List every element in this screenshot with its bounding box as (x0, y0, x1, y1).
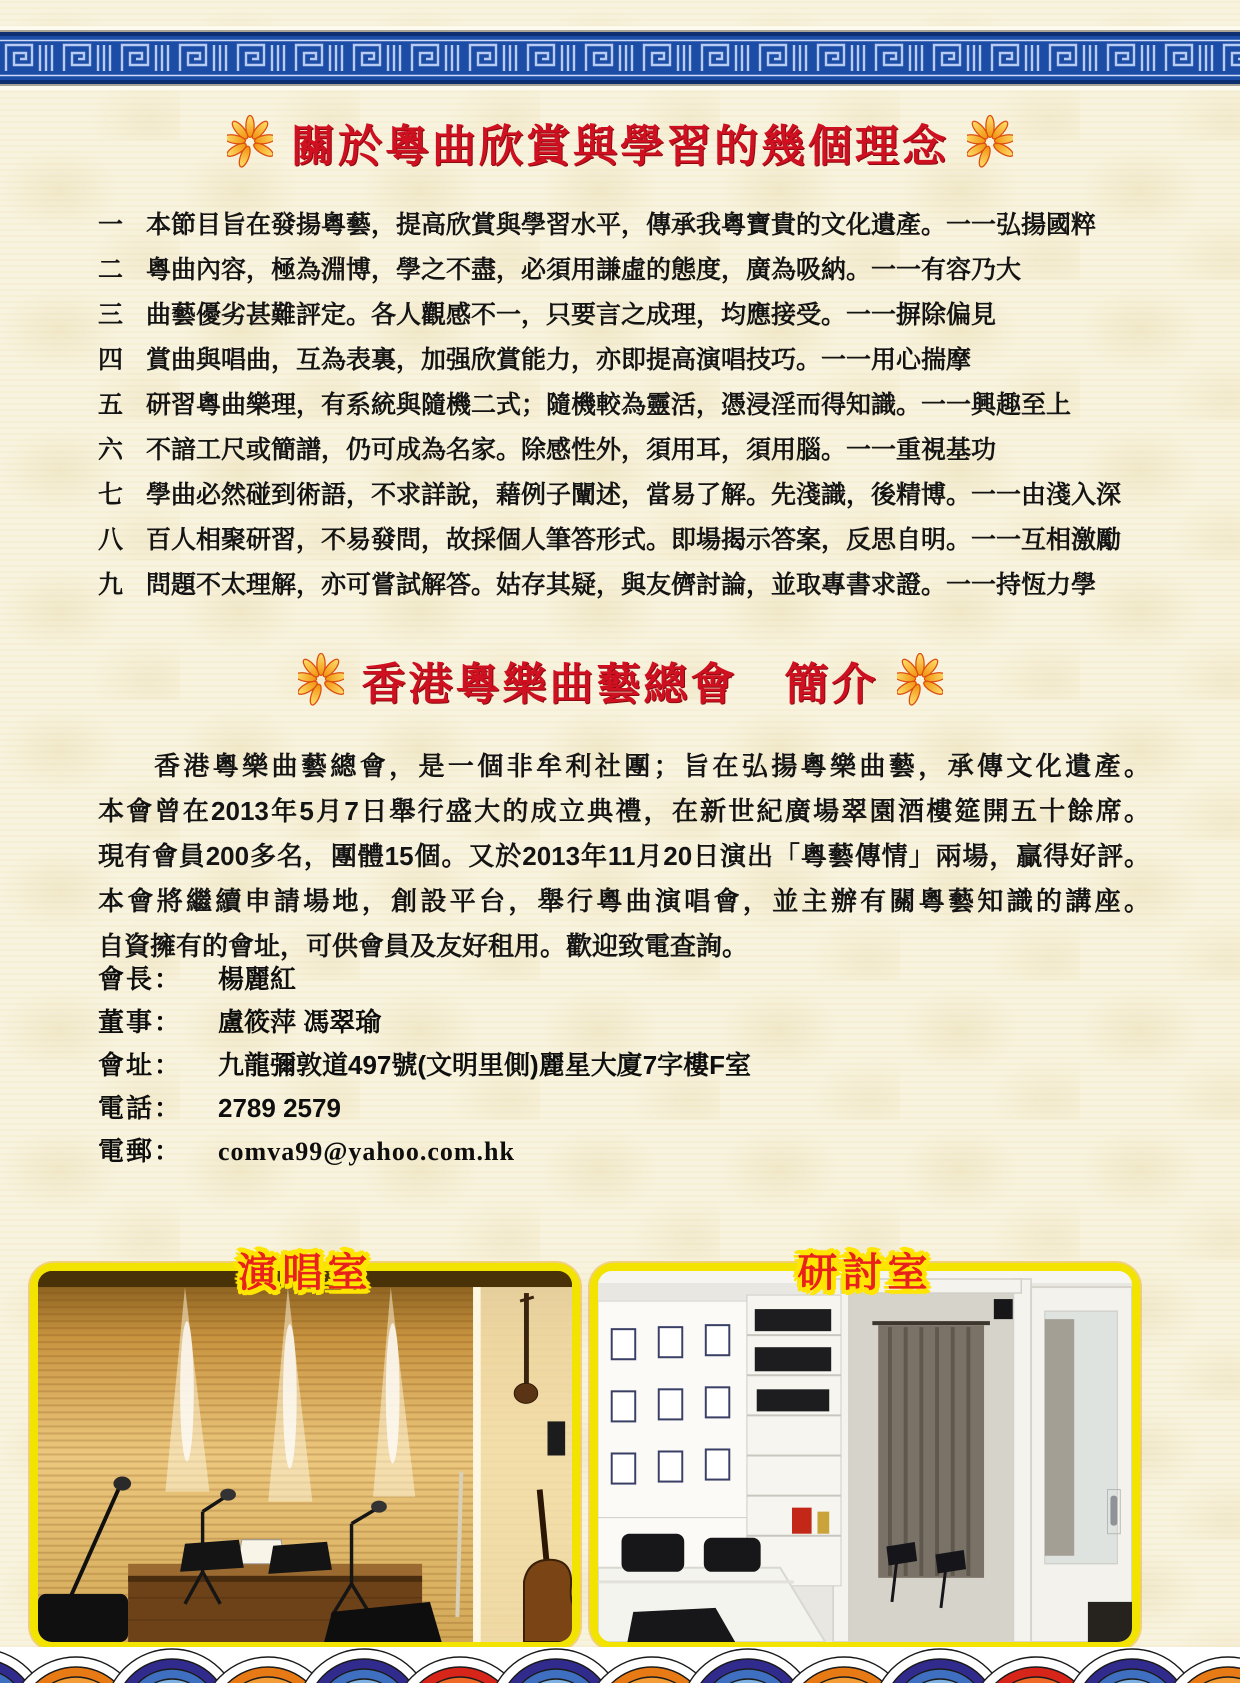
item-number: 一 (98, 210, 124, 239)
item-text: 粵曲內容，極為淵博，學之不盡，必須用謙虛的態度，廣為吸納。一一有容乃大 (146, 255, 1022, 284)
contact-value: 楊麗紅 (218, 964, 297, 994)
item-text: 學曲必然碰到術語，不求詳說，藉例子闡述，當易了解。先淺識，後精博。一一由淺入深 (146, 480, 1122, 509)
singing-room-image (38, 1271, 572, 1642)
paragraph-line: 香港粵樂曲藝總會，是一個非牟利社團；旨在弘揚粵樂曲藝，承傳文化遺產。 (154, 751, 1150, 781)
contact-label: 電郵： (98, 1136, 183, 1166)
item-number: 四 (98, 345, 124, 374)
item-text: 不諳工尺或簡譜，仍可成為名家。除感性外，須用耳，須用腦。一一重視基功 (146, 435, 997, 464)
list-item (98, 425, 1148, 470)
list-item (98, 560, 1148, 605)
contact-value: 九龍彌敦道497號(文明里側)麗星大廈7字樓F室 (218, 1050, 752, 1080)
contact-row-phone (98, 1087, 751, 1130)
flower-icon (897, 649, 943, 711)
email-address: comva99@yahoo.com.hk (218, 1137, 515, 1166)
flower-icon (227, 111, 273, 173)
contact-label: 董事： (98, 1007, 183, 1037)
contact-block (98, 958, 751, 1173)
photo-row (30, 1251, 1140, 1650)
item-text: 研習粵曲樂理，有系統與隨機二式；隨機較為靈活，憑浸淫而得知識。一一興趣至上 (146, 390, 1072, 419)
item-text: 本節目旨在發揚粵藝，提高欣賞與學習水平，傳承我粵寶貴的文化遺產。一一弘揚國粹 (146, 210, 1097, 239)
list-item (98, 200, 1148, 245)
contact-label: 電話： (98, 1093, 183, 1123)
item-number: 五 (98, 390, 124, 419)
page-title: 關於粵曲欣賞與學習的幾個理念 (291, 122, 949, 171)
item-text: 曲藝優劣甚難評定。各人觀感不一，只要言之成理，均應接受。一一摒除偏見 (146, 300, 997, 329)
photo-frame (598, 1271, 1132, 1642)
wave-border-icon (0, 1647, 1240, 1683)
contact-row-address (98, 1044, 751, 1087)
principles-list (98, 200, 1148, 605)
contact-value: 盧筱萍 馮翠瑜 (218, 1007, 382, 1037)
seminar-room-image (598, 1271, 1132, 1642)
item-number: 七 (98, 480, 124, 509)
association-intro (98, 744, 1150, 969)
item-number: 六 (98, 435, 124, 464)
list-item (98, 515, 1148, 560)
list-item (98, 470, 1148, 515)
item-text: 問題不太理解，亦可嘗試解答。姑存其疑，與友儕討論，並取專書求證。一一持恆力學 (146, 570, 1097, 599)
list-item (98, 290, 1148, 335)
photo-frame (38, 1271, 572, 1642)
open-door (1031, 1287, 1132, 1642)
phone-number: 2789 2579 (218, 1093, 341, 1123)
list-item (98, 335, 1148, 380)
flower-icon (298, 649, 344, 711)
contact-row-chairman (98, 958, 751, 1001)
paragraph-line: 自資擁有的會址，可供會員及友好租用。歡迎致電查詢。 (98, 931, 749, 961)
photo-caption: 演唱室 (237, 1251, 373, 1295)
contact-label: 會長： (98, 964, 183, 994)
photo-seminar-room (590, 1251, 1140, 1650)
paragraph-line: 現有會員200多名，團體15個。又於2013年11月20日演出「粵藝傳情」兩場，贏得好評。 (98, 841, 1150, 871)
contact-row-email (98, 1130, 751, 1173)
item-number: 八 (98, 525, 124, 554)
contact-row-directors (98, 1001, 751, 1044)
item-text: 百人相聚研習，不易發問，故採個人筆答形式。即場揭示答案，反思自明。一一互相激勵 (146, 525, 1122, 554)
photo-singing-room (30, 1251, 580, 1650)
paragraph-line: 本會將繼續申請場地，創設平台，舉行粵曲演唱會，並主辦有關粵藝知識的講座。 (98, 886, 1150, 916)
greek-key-border-icon (0, 30, 1240, 86)
contact-label: 會址： (98, 1050, 183, 1080)
paragraph-line: 本會曾在2013年5月7日舉行盛大的成立典禮，在新世紀廣場翠園酒樓筵開五十餘席。 (98, 796, 1150, 826)
item-number: 三 (98, 300, 124, 329)
item-number: 二 (98, 255, 124, 284)
section2-header (0, 648, 1240, 712)
flower-icon (967, 111, 1013, 173)
item-number: 九 (98, 570, 124, 599)
list-item (98, 380, 1148, 425)
photo-caption: 研討室 (797, 1251, 933, 1295)
section1-header (0, 110, 1240, 174)
association-title: 香港粵樂曲藝總會 簡介 (361, 660, 879, 709)
item-text: 賞曲與唱曲，互為表裏，加强欣賞能力，亦即提高演唱技巧。一一用心揣摩 (146, 345, 972, 374)
list-item (98, 245, 1148, 290)
